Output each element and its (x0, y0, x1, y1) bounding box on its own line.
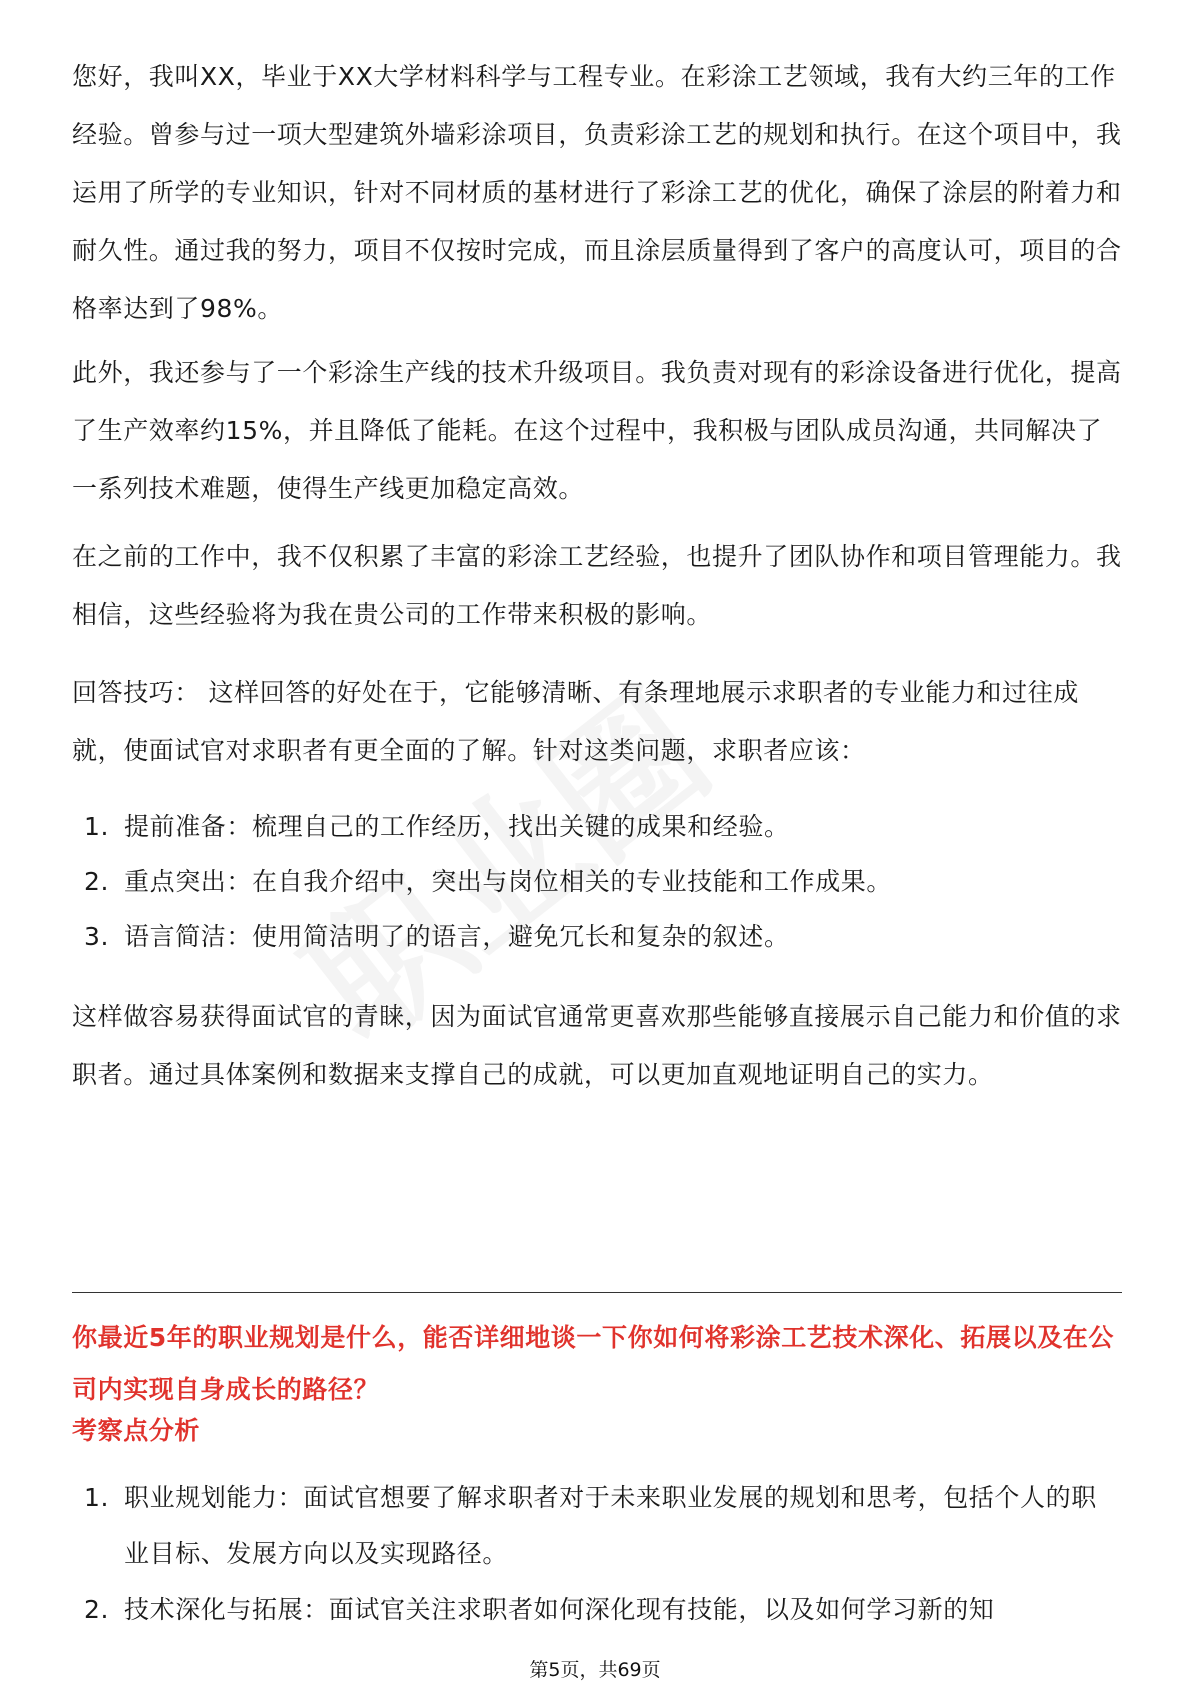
list-item-number: 2. (84, 867, 110, 896)
section-divider (72, 1292, 1122, 1293)
list-item-text: 技术深化与拓展：面试官关注求职者如何深化现有技能，以及如何学习新的知 (124, 1595, 995, 1624)
list-item (72, 810, 1122, 844)
list-item-text: 提前准备：梳理自己的工作经历，找出关键的成果和经验。 (124, 812, 790, 841)
answer-paragraph-1: 您好，我叫XX，毕业于XX大学材料科学与工程专业。在彩涂工艺领域，我有大约三年的工作经验。曾参与过一项大型建筑外墙彩涂项目，负责彩涂工艺的规划和执行。在这个项目中，我运用了所学的专业知识，针对不同材质的基材进行了彩涂工艺的优化，确保了涂层的附着力和耐久性。通过我的努力，项目不仅按时完成，而且涂层质量得到了客户的高度认可，项目的合格率达到了98%。 (72, 62, 1122, 323)
list-item-number: 1. (84, 812, 110, 841)
list-item-text: 重点突出：在自我介绍中，突出与岗位相关的专业技能和工作成果。 (124, 867, 893, 896)
list-item (72, 1582, 1122, 1638)
answer-paragraph-3: 在之前的工作中，我不仅积累了丰富的彩涂工艺经验，也提升了团队协作和项目管理能力。我相信，这些经验将为我在贵公司的工作带来积极的影响。 (72, 542, 1122, 629)
question-heading: 你最近5年的职业规划是什么，能否详细地谈一下你如何将彩涂工艺技术深化、拓展以及在公司内实现自身成长的路径？ (72, 1323, 1114, 1404)
tips-conclusion: 这样做容易获得面试官的青睐，因为面试官通常更喜欢那些能够直接展示自己能力和价值的求职者。通过具体案例和数据来支撑自己的成就，可以更加直观地证明自己的实力。 (72, 1002, 1122, 1089)
tips-intro: 回答技巧： 这样回答的好处在于，它能够清晰、有条理地展示求职者的专业能力和过往成就，使面试官对求职者有更全面的了解。针对这类问题，求职者应该： (72, 678, 1079, 765)
analysis-title: 考察点分析 (72, 1416, 201, 1445)
list-item-number: 1. (84, 1483, 110, 1512)
tips-list (72, 810, 1122, 954)
list-item (72, 1470, 1122, 1582)
list-item-text: 语言简洁：使用简洁明了的语言，避免冗长和复杂的叙述。 (124, 922, 790, 951)
list-item-number: 3. (84, 922, 110, 951)
list-item (72, 865, 1122, 899)
answer-paragraph-2: 此外，我还参与了一个彩涂生产线的技术升级项目。我负责对现有的彩涂设备进行优化，提高了生产效率约15%，并且降低了能耗。在这个过程中，我积极与团队成员沟通，共同解决了一系列技术难题，使得生产线更加稳定高效。 (72, 358, 1122, 503)
analysis-list (72, 1470, 1122, 1638)
list-item-text: 职业规划能力：面试官想要了解求职者对于未来职业发展的规划和思考，包括个人的职业目标、发展方向以及实现路径。 (124, 1483, 1097, 1568)
list-item-number: 2. (84, 1595, 110, 1624)
page-footer: 第5页，共69页 (529, 1659, 661, 1681)
list-item (72, 920, 1122, 954)
